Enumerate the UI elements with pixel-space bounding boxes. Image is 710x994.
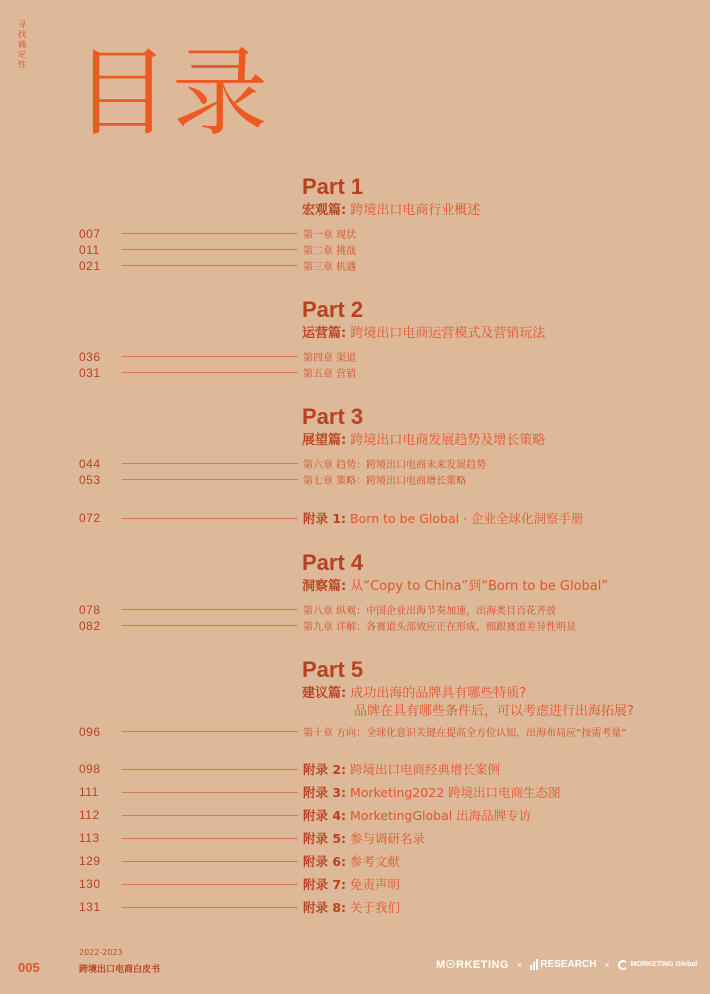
partner-logos bbox=[436, 958, 697, 971]
toc-row-chapter-3[interactable]: 021 第三章 机遇 bbox=[79, 258, 357, 273]
part-title: Part 1 bbox=[302, 174, 364, 199]
toc-row-chapter-7[interactable]: 053 第七章 策略：跨境出口电商增长策略 bbox=[79, 472, 467, 487]
part-title: Part 4 bbox=[302, 550, 364, 575]
footer-book-title: 跨境出口电商白皮书 bbox=[79, 965, 161, 975]
toc-row-chapter-2[interactable]: 011 第二章 挑战 bbox=[79, 242, 357, 257]
globe-icon bbox=[618, 960, 628, 970]
toc-row-appendix-2[interactable]: 098 附录 2: 跨境出口电商经典增长案例 bbox=[79, 762, 501, 777]
logo-separator: × bbox=[517, 959, 523, 970]
footer-years: 2022-2023 bbox=[79, 948, 123, 957]
part-3-heading bbox=[302, 404, 545, 450]
toc-row-appendix-5[interactable]: 113 附录 5: 参与调研名录 bbox=[79, 831, 426, 846]
part-4-heading bbox=[302, 550, 608, 596]
part-subtitle: 展望篇: 跨境出口电商发展趋势及增长策略 bbox=[302, 433, 546, 448]
toc-row-chapter-6[interactable]: 044 第六章 趋势：跨境出口电商未来发展趋势 bbox=[79, 456, 487, 471]
toc-row-chapter-5[interactable]: 031 第五章 营销 bbox=[79, 365, 357, 380]
part-subtitle: 建议篇: 成功出海的品牌具有哪些特质? 品牌在具有哪些条件后，可以考虑进行出海拓展? bbox=[302, 686, 634, 719]
toc-row-chapter-1[interactable]: 007 第一章 现状 bbox=[79, 226, 357, 241]
part-subtitle: 宏观篇: 跨境出口电商行业概述 bbox=[302, 203, 481, 218]
part-title: Part 5 bbox=[302, 657, 364, 682]
page-number: 005 bbox=[18, 960, 40, 975]
toc-row-appendix-3[interactable]: 111 附录 3: Morketing2022 跨境出口电商生态图 bbox=[79, 785, 561, 800]
toc-row-chapter-9[interactable]: 082 第九章 详解：各赛道头部效应正在形成，细跟赛道差异性明显 bbox=[79, 618, 577, 633]
toc-row-chapter-8[interactable]: 078 第八章 纵观：中国企业出海节奏加速，出海类目百花齐放 bbox=[79, 602, 557, 617]
toc-row-appendix-1[interactable]: 072 附录 1: Born to be Global · 企业全球化洞察手册 bbox=[79, 511, 584, 526]
page-title: 目录 bbox=[74, 37, 270, 149]
logo-separator: × bbox=[604, 959, 610, 970]
research-logo: RESEARCH bbox=[530, 959, 596, 970]
toc-row-chapter-4[interactable]: 036 第四章 渠道 bbox=[79, 349, 357, 364]
part-5-heading bbox=[302, 657, 634, 721]
morketing-global-logo: MORKETING Global bbox=[618, 960, 698, 970]
side-tagline: 寻找确定性 bbox=[18, 20, 26, 69]
part-1-heading bbox=[302, 174, 480, 220]
bar-chart-icon bbox=[530, 959, 538, 970]
part-subtitle: 洞察篇: 从“Copy to China”到“Born to be Global” bbox=[302, 579, 609, 594]
toc-row-appendix-8[interactable]: 131 附录 8: 关于我们 bbox=[79, 900, 401, 915]
toc-row-appendix-4[interactable]: 112 附录 4: MorketingGlobal 出海品牌专访 bbox=[79, 808, 532, 823]
part-subtitle: 运营篇: 跨境出口电商运营模式及营销玩法 bbox=[302, 326, 546, 341]
part-title: Part 2 bbox=[302, 297, 364, 322]
part-2-heading bbox=[302, 297, 545, 343]
toc-row-appendix-6[interactable]: 129 附录 6: 参考文献 bbox=[79, 854, 401, 869]
part-title: Part 3 bbox=[302, 404, 364, 429]
morketing-logo: M☉RKETING bbox=[436, 959, 510, 971]
toc-row-appendix-7[interactable]: 130 附录 7: 免责声明 bbox=[79, 877, 401, 892]
toc-row-chapter-10[interactable]: 096 第十章 方向：全球化意识关键在提高全方位认知，出海布局应“按需考量” bbox=[79, 724, 627, 739]
